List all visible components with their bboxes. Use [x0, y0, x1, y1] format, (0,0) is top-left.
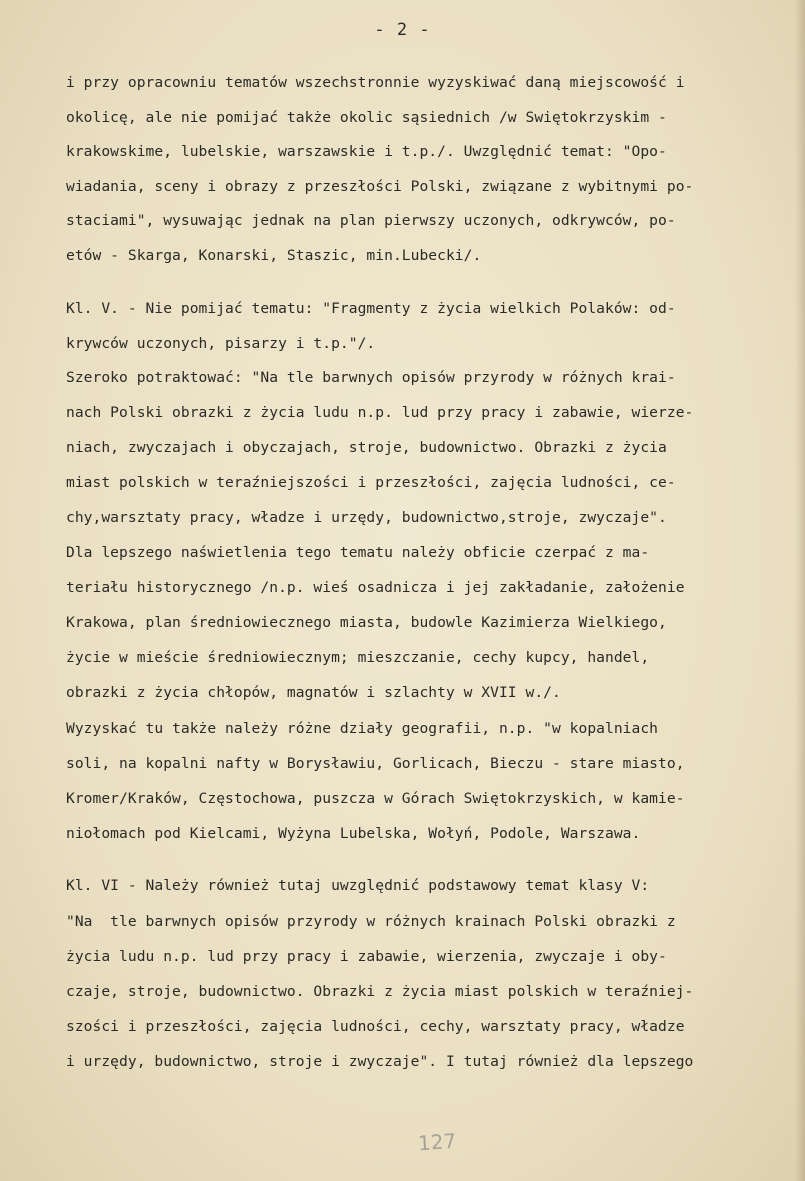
text-line: soli, na kopalni nafty w Borysławiu, Gorlicach, Bieczu - stare miasto,	[66, 755, 685, 772]
text-line: Szeroko potraktować: "Na tle barwnych opisów przyrody w różnych krai-	[66, 369, 676, 386]
text-line: życia ludu n.p. lud przy pracy i zabawie, wierzenia, zwyczaje i oby-	[66, 948, 667, 965]
text-line: Kromer/Kraków, Częstochowa, puszcza w Górach Swiętokrzyskich, w kamie-	[66, 790, 685, 807]
text-line: czaje, stroje, budownictwo. Obrazki z życia miast polskich w teraźniej-	[66, 983, 694, 1000]
text-line: i przy opracowniu tematów wszechstronnie wyzyskiwać daną miejscowość i	[66, 74, 685, 91]
text-line: wiadania, sceny i obrazy z przeszłości Polski, związane z wybitnymi po-	[66, 178, 694, 195]
text-line: nach Polski obrazki z życia ludu n.p. lud przy pracy i zabawie, wierze-	[66, 404, 694, 421]
text-line: etów - Skarga, Konarski, Staszic, min.Lubecki/.	[66, 247, 482, 264]
text-line: życie w mieście średniowiecznym; mieszczanie, cechy kupcy, handel,	[66, 649, 650, 666]
text-line: Kl. V. - Nie pomijać tematu: "Fragmenty z życia wielkich Polaków: od-	[66, 300, 676, 317]
text-line: okolicę, ale nie pomijać także okolic sąsiednich /w Swiętokrzyskim -	[66, 109, 667, 126]
text-line: Wyzyskać tu także należy różne działy geografii, n.p. "w kopalniach	[66, 720, 659, 737]
text-line: staciami", wysuwając jednak na plan pierwszy uczonych, odkrywców, po-	[66, 212, 676, 229]
text-line: Kl. VI - Należy również tutaj uwzględnić podstawowy temat klasy V:	[66, 877, 650, 894]
text-line: krywców uczonych, pisarzy i t.p."/.	[66, 335, 376, 352]
text-line: niach, zwyczajach i obyczajach, stroje, budownictwo. Obrazki z życia	[66, 439, 667, 456]
page-number: - 2 -	[374, 20, 431, 40]
text-line: Krakowa, plan średniowiecznego miasta, budowle Kazimierza Wielkiego,	[66, 614, 667, 631]
text-line: Dla lepszego naświetlenia tego tematu należy obficie czerpać z ma-	[66, 544, 650, 561]
archive-folio-number: 127	[417, 1128, 457, 1156]
text-line: chy,warsztaty pracy, władze i urzędy, budownictwo,stroje, zwyczaje".	[66, 509, 667, 526]
text-line: "Na tle barwnych opisów przyrody w różnych krainach Polski obrazki z	[66, 913, 676, 930]
text-line: teriału historycznego /n.p. wieś osadnicza i jej zakładanie, założenie	[66, 579, 685, 596]
text-line: niołomach pod Kielcami, Wyżyna Lubelska, Wołyń, Podole, Warszawa.	[66, 825, 641, 842]
text-line: szości i przeszłości, zajęcia ludności, cechy, warsztaty pracy, władze	[66, 1018, 685, 1035]
text-line: obrazki z życia chłopów, magnatów i szlachty w XVII w./.	[66, 684, 561, 701]
text-line: miast polskich w teraźniejszości i przeszłości, zajęcia ludności, ce-	[66, 474, 676, 491]
page-edge-shadow	[795, 0, 805, 1181]
text-line: krakowskime, lubelskie, warszawskie i t.p./. Uwzględnić temat: "Opo-	[66, 143, 667, 160]
text-line: i urzędy, budownictwo, stroje i zwyczaje". I tutaj również dla lepszego	[66, 1053, 694, 1070]
